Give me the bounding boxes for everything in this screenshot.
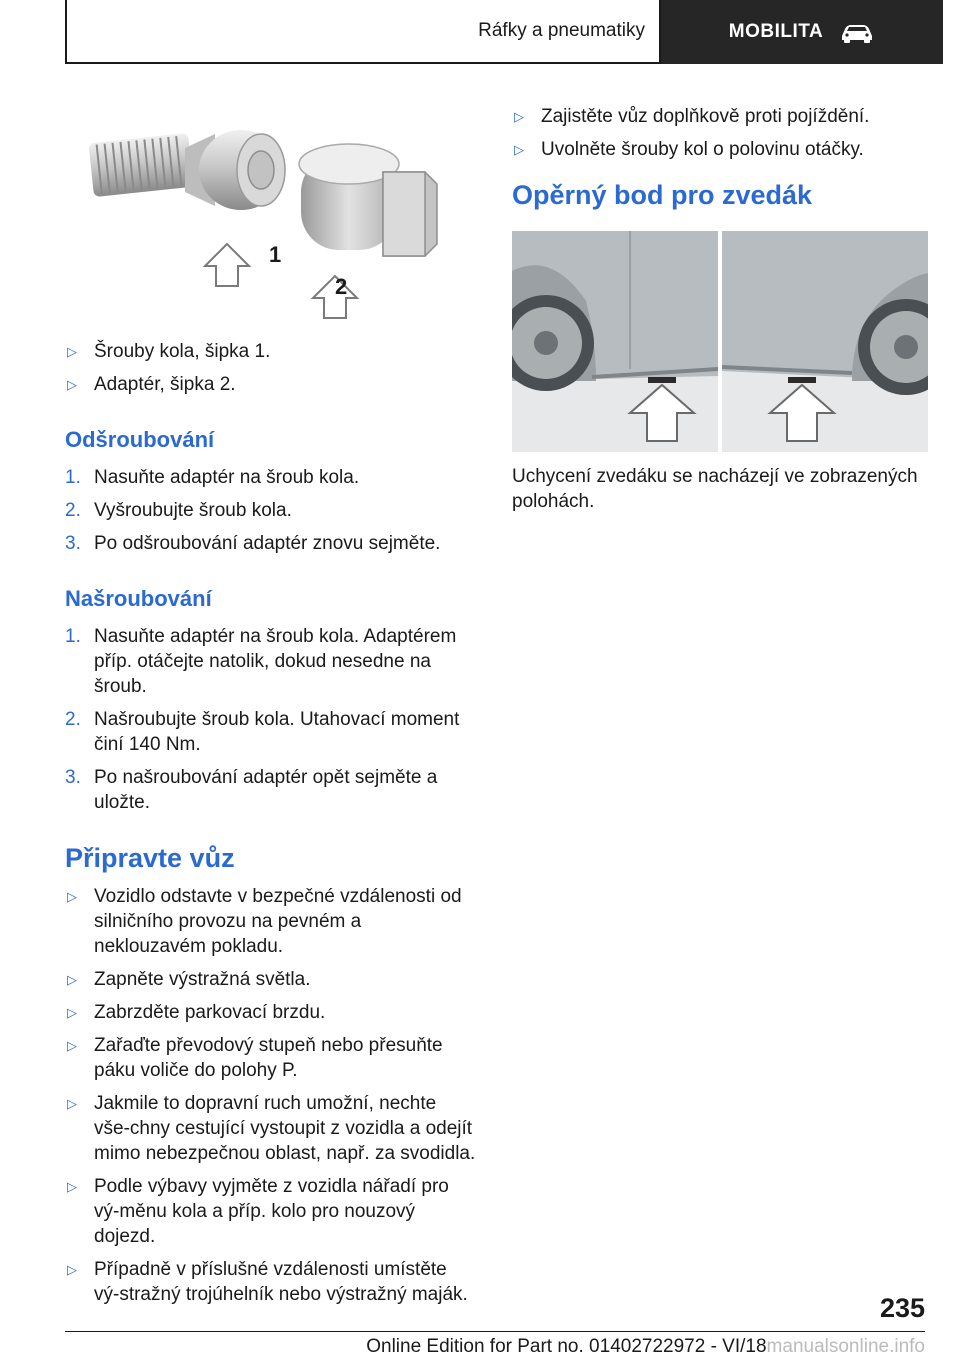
- footer-divider: [65, 1331, 925, 1332]
- list-item: ▷ Podle výbavy vyjměte z vozidla nářadí pro vý-měnu kola a příp. kolo pro nouzový dojezd.: [67, 1176, 449, 1247]
- section-heading-screw: Našroubování: [65, 586, 212, 611]
- secure-list: [512, 104, 932, 162]
- arrow-1: [205, 244, 249, 286]
- list-item: ▷ Zajistěte vůz doplňkově proti pojíždění.: [514, 106, 870, 127]
- screw-steps: [65, 624, 477, 815]
- figure-legend: [65, 339, 477, 397]
- list-item: 3. Po odšroubování adaptér znovu sejměte.: [65, 533, 441, 554]
- page-header: [65, 0, 943, 64]
- list-item: 1. Nasuňte adaptér na šroub kola. Adaptérem příp. otáčejte natolik, dokud nesedne na šroub.: [65, 626, 457, 697]
- jack-point-rear-panel: [722, 231, 928, 452]
- bolt-thread: [88, 133, 193, 197]
- bullet-triangle-icon: ▷: [67, 1179, 77, 1194]
- right-column: [512, 104, 932, 221]
- bullet-triangle-icon: ▷: [67, 1038, 77, 1053]
- bullet-triangle-icon: ▷: [67, 889, 77, 904]
- list-item: ▷ Šrouby kola, šipka 1.: [67, 341, 271, 362]
- car-icon: [839, 21, 875, 43]
- section-heading-prepare: Připravte vůz: [65, 843, 235, 873]
- bullet-triangle-icon: ▷: [514, 142, 524, 157]
- list-item: ▷ Zapněte výstražná světla.: [67, 969, 311, 990]
- list-item: ▷ Uvolněte šrouby kol o polovinu otáčky.: [514, 139, 864, 160]
- list-item: ▷ Jakmile to dopravní ruch umožní, nechte vše-chny cestující vystoupit z vozidla a odejít mimo nebezpečnou oblast, např. za svodidla.: [67, 1093, 476, 1164]
- bullet-triangle-icon: ▷: [514, 109, 524, 124]
- bullet-triangle-icon: ▷: [67, 1262, 77, 1277]
- jack-caption-block: [512, 464, 932, 514]
- bullet-triangle-icon: ▷: [67, 1096, 77, 1111]
- list-item: 3. Po našroubování adaptér opět sejměte a uložte.: [65, 767, 438, 813]
- list-item: ▷ Zařaďte převodový stupeň nebo přesuňte páku voliče do polohy P.: [67, 1035, 443, 1081]
- jack-points-figure: [512, 231, 928, 452]
- chapter-tab: [661, 0, 943, 64]
- section-heading-unscrew: Odšroubování: [65, 427, 215, 452]
- list-item: ▷ Případně v příslušné vzdálenosti umístěte vý-stražný trojúhelník nebo výstražný maják.: [67, 1259, 468, 1305]
- chapter-title: MOBILITA: [728, 21, 824, 42]
- watermark: manualsonline.info: [766, 1336, 925, 1357]
- list-item: ▷ Zabrzděte parkovací brzdu.: [67, 1002, 326, 1023]
- bullet-triangle-icon: ▷: [67, 344, 77, 359]
- list-item: 2. Vyšroubujte šroub kola.: [65, 500, 292, 521]
- figure-label-2: 2: [335, 274, 348, 299]
- left-column: [65, 339, 477, 1315]
- figure-label-1: 1: [269, 242, 282, 267]
- list-item: 1. Nasuňte adaptér na šroub kola.: [65, 467, 360, 488]
- adapter: [299, 144, 437, 256]
- edition-line: [366, 1336, 925, 1358]
- section-heading-jack: Opěrný bod pro zvedák: [512, 180, 813, 210]
- jack-caption: Uchycení zvedáku se nacházejí ve zobrazených polohách.: [512, 466, 918, 512]
- list-item: ▷ Adaptér, šipka 2.: [67, 374, 236, 395]
- unscrew-steps: [65, 465, 477, 556]
- section-title: Ráfky a pneumatiky: [65, 0, 661, 64]
- page-number: 235: [879, 1293, 925, 1323]
- list-item: ▷ Vozidlo odstavte v bezpečné vzdálenosti od silničního provozu na pevném a neklouzavém pokladu.: [67, 886, 462, 957]
- edition-text: Online Edition for Part no. 01402722972 - VI/18: [366, 1336, 767, 1357]
- bullet-triangle-icon: ▷: [67, 1005, 77, 1020]
- wheel-bolt-figure: [65, 112, 477, 332]
- bullet-triangle-icon: ▷: [67, 972, 77, 987]
- prepare-list: [65, 884, 477, 1307]
- jack-point-front-panel: [512, 231, 718, 452]
- list-item: 2. Našroubujte šroub kola. Utahovací moment činí 140 Nm.: [65, 709, 460, 755]
- bullet-triangle-icon: ▷: [67, 377, 77, 392]
